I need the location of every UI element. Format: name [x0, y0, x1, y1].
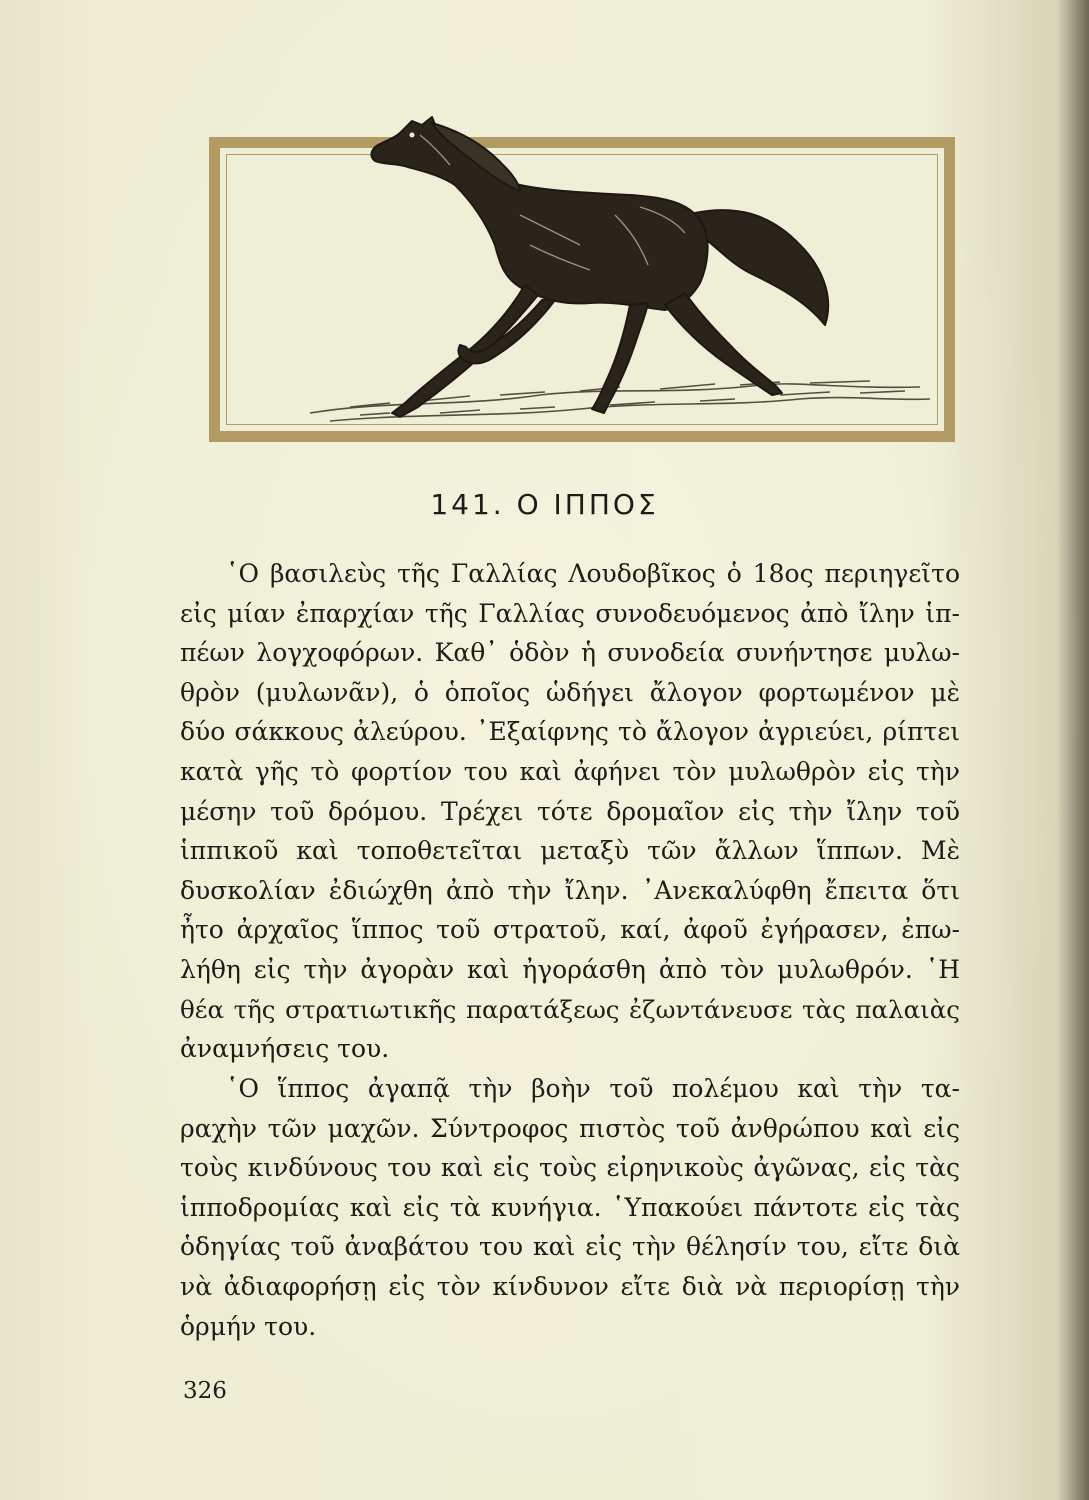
text-line: ἱππικοῦ καὶ τοποθετεῖται μεταξὺ τῶν ἄλλων ἵππων. Μὲ: [180, 836, 960, 866]
text-line: ῾Ο βασιλεὺς τῆς Γαλλίας Λουδοβῖκος ὁ 18ος περιηγεῖτο: [226, 559, 960, 588]
text-line: ἀναμνήσεις του.: [180, 1034, 390, 1064]
horse-illustration: [160, 95, 950, 435]
text-line: ὁρμήν του.: [180, 1311, 317, 1341]
text-line: κατὰ γῆς τὸ φορτίον του καὶ ἀφήνει τὸν μυλωθρὸν εἰς τὴν: [180, 756, 960, 786]
text-line: θέα τῆς στρατιωτικῆς παρατάξεως ἐζωντάνευσε τὰς παλαιὰς: [180, 994, 960, 1024]
text-line: ἱπποδρομίας καὶ εἰς τὰ κυνήγια. ῾Υπακούει πάντοτε εἰς τὰς: [180, 1192, 960, 1222]
text-line: ὁδηγίας τοῦ ἀναβάτου του καὶ εἰς τὴν θέλησίν του, εἴτε διὰ: [180, 1232, 960, 1262]
text-line: ἦτο ἀρχαῖος ἵππος τοῦ στρατοῦ, καί, ἀφοῦ ἐγήρασεν, ἐπω-: [180, 915, 960, 945]
paragraph-1: [180, 554, 960, 1069]
page-number: 326: [183, 1378, 227, 1404]
horse-eye: [410, 133, 415, 138]
text-line: μέσην τοῦ δρόμου. Τρέχει τότε δρομαῖον εἰς τὴν ἴλην τοῦ: [180, 796, 960, 826]
text-line: ῾Ο ἵππος ἀγαπᾷ τὴν βοὴν τοῦ πολέμου καὶ τὴν τα-: [226, 1074, 960, 1103]
text-line: νὰ ἀδιαφορήσῃ εἰς τὸν κίνδυνον εἴτε διὰ νὰ περιορίσῃ τὴν: [180, 1271, 960, 1301]
text-line: θρὸν (μυλωνᾶν), ὁ ὁποῖος ὡδήγει ἄλογον φορτωμένον μὲ: [180, 677, 960, 707]
text-line: δύο σάκκους ἀλεύρου. ᾽Εξαίφνης τὸ ἄλογον ἀγριεύει, ρίπτει: [180, 717, 960, 747]
text-line: εἰς μίαν ἐπαρχίαν τῆς Γαλλίας συνοδευόμενος ἀπὸ ἴλην ἱπ-: [180, 598, 960, 628]
page-title: 141. Ο ΙΠΠΟΣ: [430, 488, 659, 521]
paragraph-2: [180, 1069, 960, 1346]
text-line: τοὺς κινδύνους του καὶ εἰς τοὺς εἰρηνικοὺς ἀγῶνας, εἰς τὰς: [180, 1153, 960, 1183]
horse-figure: [371, 117, 828, 417]
text-line: λήθη εἰς τὴν ἀγορὰν καὶ ἠγοράσθη ἀπὸ τὸν μυλωθρόν. ῾Η: [180, 954, 960, 984]
text-line: ραχὴν τῶν μαχῶν. Σύντροφος πιστὸς τοῦ ἀνθρώπου καὶ εἰς: [180, 1113, 960, 1143]
text-line: δυσκολίαν ἐδιώχθη ἀπὸ τὴν ἴλην. ᾽Ανεκαλύφθη ἔπειτα ὅτι: [180, 875, 960, 905]
text-line: πέων λογχοφόρων. Καθ᾽ ὁδὸν ἡ συνοδεία συνήντησε μυλω-: [180, 638, 960, 668]
